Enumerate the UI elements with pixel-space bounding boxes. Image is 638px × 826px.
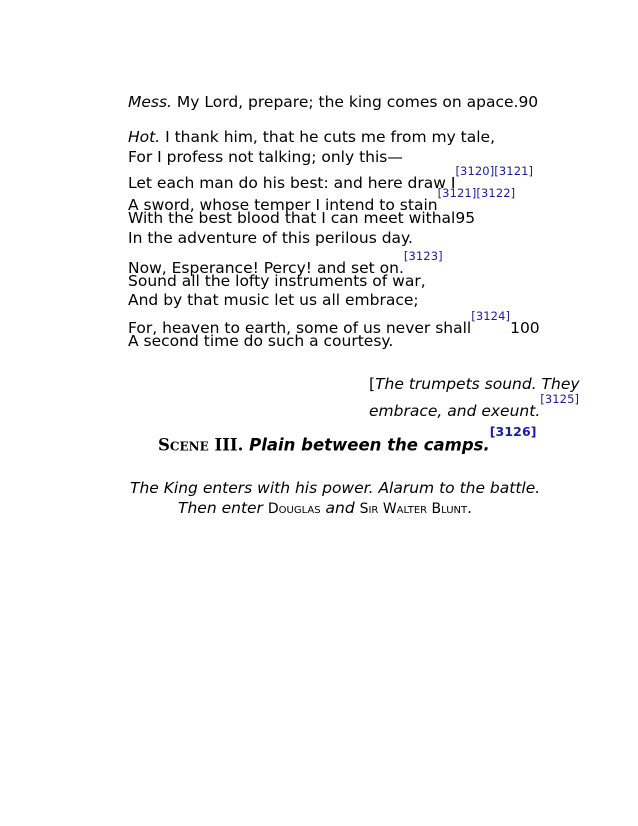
- footnote-link[interactable]: [3120][3121]: [455, 164, 534, 178]
- verse-line: [128, 208, 475, 228]
- scene-direction-line: [178, 498, 472, 519]
- scene-direction-text: .: [467, 499, 473, 517]
- verse-text: Let each man do his best: and here draw I: [128, 174, 456, 193]
- stage-direction-line: [369, 392, 580, 421]
- speaker-name: Hot.: [128, 128, 161, 146]
- stage-bracket: [: [369, 375, 376, 393]
- verse-line: [128, 331, 393, 351]
- line-number: 100: [510, 319, 540, 338]
- footnote-link[interactable]: [3121][3122]: [437, 186, 516, 200]
- verse-text: Sound all the lofty instruments of war,: [128, 272, 426, 290]
- speech-line: [128, 92, 538, 112]
- footnote-link[interactable]: [3125]: [540, 392, 580, 406]
- speech-line: [128, 127, 495, 147]
- speaker-name: Mess.: [128, 93, 172, 111]
- verse-text: And by that music let us all embrace;: [128, 291, 419, 309]
- verse-text: With the best blood that I can meet withal: [128, 209, 456, 227]
- line-number: 90: [518, 93, 539, 111]
- footnote-link[interactable]: [3123]: [403, 249, 443, 263]
- verse-line: [128, 271, 426, 291]
- verse-text: A second time do such a courtesy.: [128, 332, 394, 350]
- stage-direction-line: [369, 374, 580, 394]
- verse-text: Now, Esperance! Percy! and set on.: [128, 259, 404, 278]
- character-name: Douglas: [267, 501, 321, 517]
- stage-direction-text: The trumpets sound. They: [375, 375, 580, 393]
- scene-label: Scene III.: [158, 435, 244, 455]
- character-name: Sir Walter Blunt: [359, 501, 468, 517]
- speech-text: My Lord, prepare; the king comes on apace.: [172, 93, 519, 111]
- verse-line: [128, 290, 419, 310]
- scene-direction-text: Then enter: [178, 499, 268, 517]
- verse-line: [128, 228, 413, 248]
- scene-direction-line: [130, 478, 540, 498]
- stage-direction-text: embrace, and exeunt.: [369, 402, 541, 421]
- speech-text: I thank him, that he cuts me from my tale,: [160, 128, 496, 146]
- scene-direction-text: The King enters with his power. Alarum to the battle.: [130, 479, 541, 497]
- verse-text: For I profess not talking; only this—: [128, 148, 403, 166]
- verse-text: For, heaven to earth, some of us never shall: [128, 319, 472, 338]
- line-number: 95: [455, 209, 476, 227]
- verse-line: [128, 147, 403, 167]
- verse-text: A sword, whose temper I intend to stain: [128, 196, 438, 215]
- scene-direction-text: and: [320, 499, 360, 517]
- scene-location: Plain between the camps.: [243, 435, 490, 455]
- footnote-link[interactable]: [3126]: [489, 424, 537, 439]
- verse-text: In the adventure of this perilous day.: [128, 229, 413, 247]
- scene-heading: [158, 424, 537, 458]
- footnote-link[interactable]: [3124]: [471, 309, 511, 323]
